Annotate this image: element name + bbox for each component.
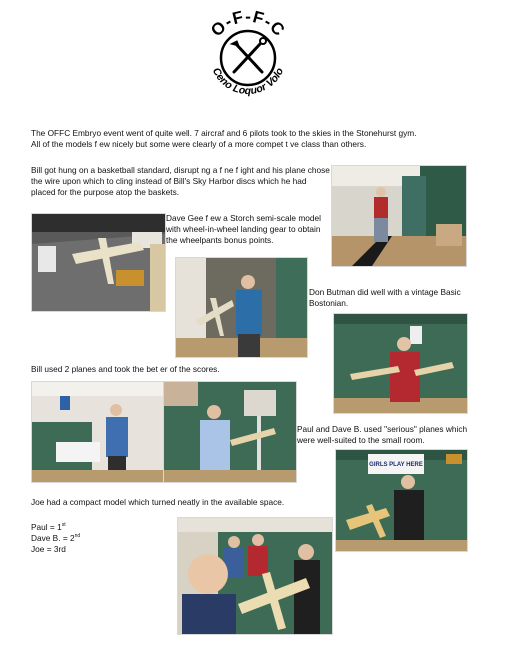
paragraph-bill-two: Bill used 2 planes and took the bet er of the scores. xyxy=(31,364,220,374)
club-logo xyxy=(196,6,300,110)
intro-line-1: The OFFC Embryo event went of quite well. 7 aircraf and 6 pilots took to the skies in the Stonehurst gym. xyxy=(31,128,417,138)
photo-model-workbench xyxy=(31,213,166,312)
bulletin-sign-text: GIRLS PLAY HERE xyxy=(369,462,423,468)
result-paul: Paul = 1st xyxy=(31,522,66,532)
paragraph-paul-dave: Paul and Dave B. used "serious" planes which were well-suited to the small room. xyxy=(297,424,468,445)
paragraph-dave-gee: Dave Gee f ew a Storch semi-scale model with wheel-in-wheel landing gear to obtain the wheelpants bonus points. xyxy=(166,213,321,245)
photo-don-bostonian xyxy=(333,313,468,414)
logo-motto: Ceno Loquor Volo xyxy=(209,65,287,98)
photo-bill-table xyxy=(31,381,164,483)
paragraph-bill-hung: Bill got hung on a basketball standard, disrupt ng a f ne f ight and his plane chose the wire upon which to cling instead of Bill's Sky Harbor discs which he had placed for the purpose atop the baskets. xyxy=(31,165,330,197)
intro-line-2: All of the models f ew nicely but some were clearly of a more compet t ve class than others. xyxy=(31,139,367,149)
logo-arc-text: O-F-F-C xyxy=(207,6,290,41)
result-dave-b: Dave B. = 2nd xyxy=(31,533,81,543)
intro-paragraph xyxy=(31,128,491,150)
results-list xyxy=(31,522,141,555)
photo-group-selfie xyxy=(177,517,333,635)
paragraph-joe: Joe had a compact model which turned neatly in the available space. xyxy=(31,497,285,507)
result-joe: Joe = 3rd xyxy=(31,544,66,554)
photo-joe-model xyxy=(335,449,468,552)
photo-bill-hoop xyxy=(163,381,297,483)
photo-bill-in-gym xyxy=(331,165,467,267)
paragraph-don: Don Butman did well with a vintage Basic Bostonian. xyxy=(309,287,461,308)
photo-dave-gee-storch xyxy=(175,257,308,358)
